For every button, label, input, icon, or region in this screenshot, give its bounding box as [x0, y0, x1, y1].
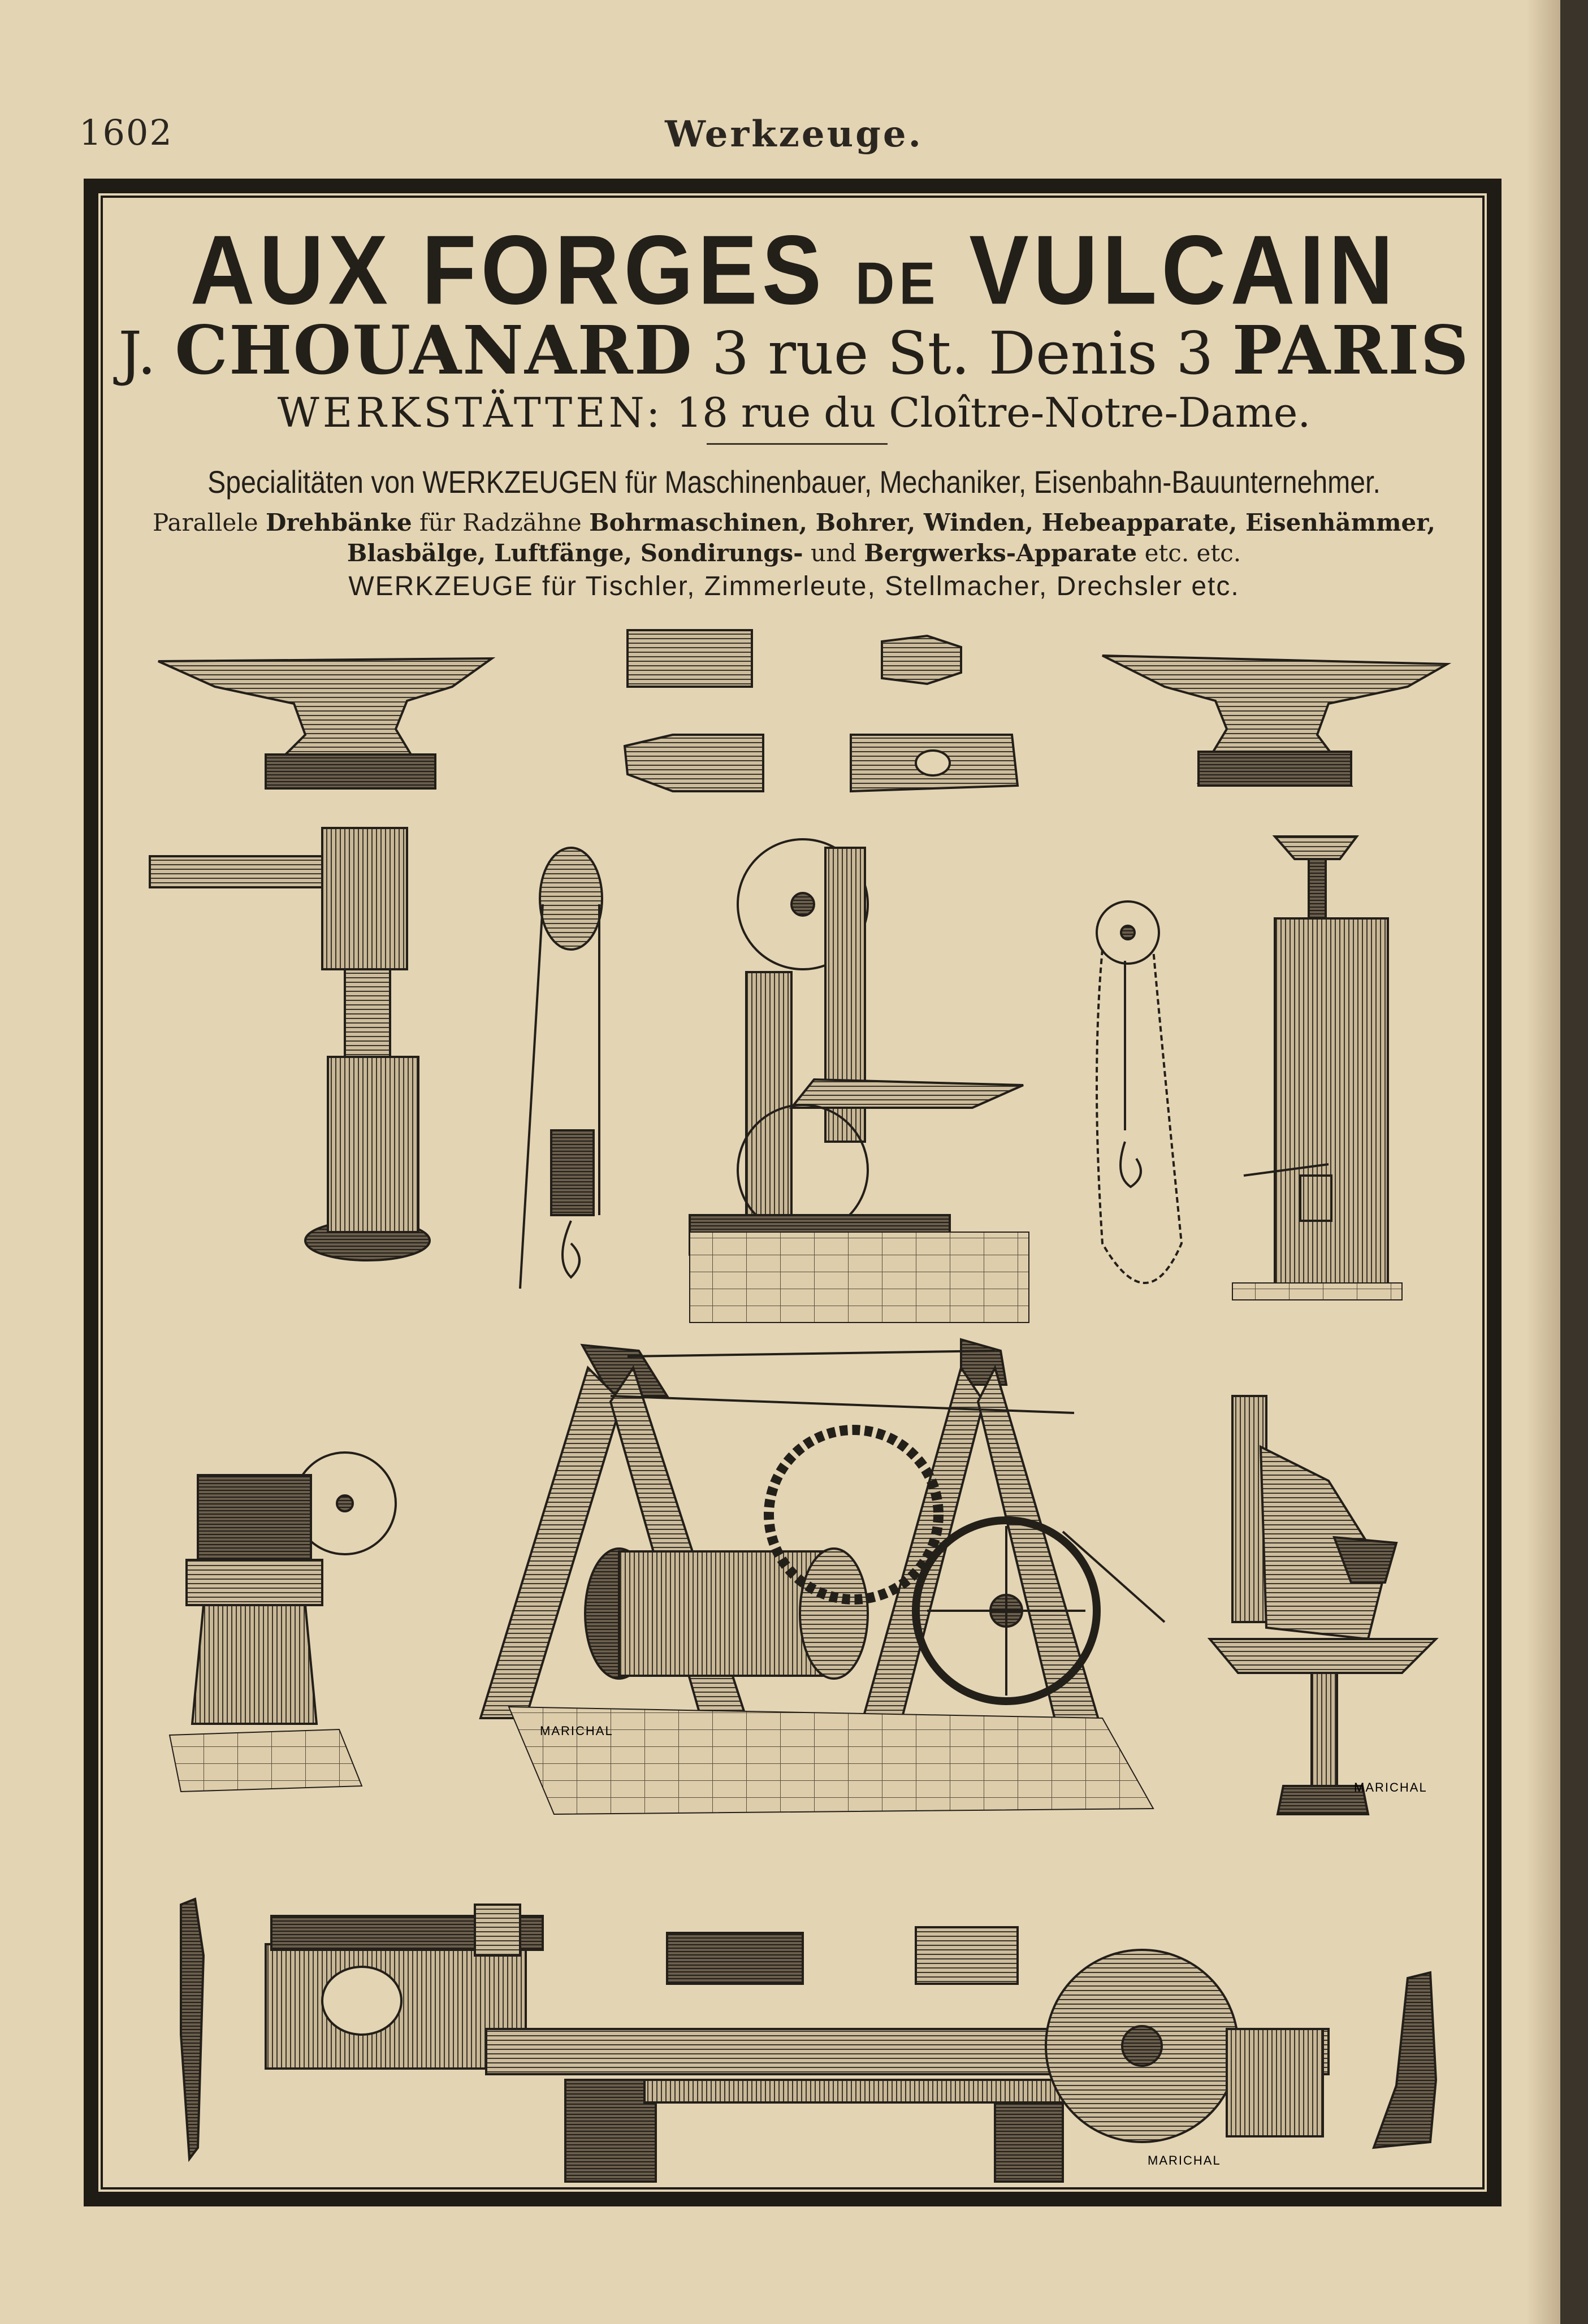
hammer-head-icon: [628, 630, 752, 687]
engraver-signature: MARICHAL: [1354, 1780, 1427, 1794]
address-city: PARIS: [1232, 311, 1470, 389]
address-street: 3 rue St. Denis 3: [711, 319, 1214, 388]
title-part2: VULCAIN: [969, 215, 1398, 325]
title-de: DE: [855, 250, 940, 317]
products-1a: Parallele: [153, 509, 258, 536]
products-2c: Bergwerks-Apparate: [864, 539, 1137, 567]
hammer-head-icon: [882, 636, 961, 684]
anvil-left-icon: [158, 658, 492, 788]
products-1b: Drehbänke: [265, 509, 412, 536]
adze-icon: [1374, 1972, 1436, 2148]
workshops-label: WERKSTÄTTEN:: [277, 389, 664, 436]
products-2d: etc. etc.: [1144, 539, 1241, 567]
lathe-icon: [266, 1905, 1329, 2182]
address-name: CHOUANARD: [175, 311, 693, 389]
products-1d: Bohrmaschinen, Bohrer, Winden, Hebeapparate, Eisenhämmer,: [589, 509, 1435, 536]
engraver-signature: MARICHAL: [540, 1724, 613, 1738]
workshops-address: 18 rue du Cloître-Notre-Dame.: [676, 389, 1311, 436]
lifting-jack-icon: [1232, 836, 1402, 1300]
leg-vise-icon: [150, 828, 430, 1260]
chain-hoist-icon: [1097, 901, 1182, 1283]
anvil-right-icon: [1102, 656, 1447, 786]
band-saw-icon: [690, 839, 1029, 1323]
punch-press-icon: [170, 1452, 396, 1792]
tools-line: WERKZEUGE für Tischler, Zimmerleute, Stellmacher, Drechsler etc.: [348, 571, 1240, 601]
engraver-signature: MARICHAL: [1148, 2153, 1221, 2167]
pulley-block-icon: [520, 848, 602, 1289]
products-2b: und: [810, 539, 856, 567]
title-part1: AUX FORGES: [190, 215, 827, 325]
page-number: 1602: [79, 112, 173, 153]
winch-icon: [481, 1339, 1165, 1814]
specialties-line: Specialitäten von WERKZEUGEN für Maschinenbauer, Mechaniker, Eisenbahn-Bauunternehmer.: [207, 464, 1381, 500]
pickaxe-icon: [181, 1899, 204, 2159]
products-1c: für Radzähne: [419, 509, 582, 536]
hammer-head-icon: [625, 735, 763, 791]
address-initial: J.: [118, 319, 157, 388]
drill-press-icon: [1210, 1396, 1436, 1814]
products-2a: Blasbälge, Luftfänge, Sondirungs-: [347, 539, 803, 567]
running-head: Werkzeuge.: [665, 113, 923, 155]
